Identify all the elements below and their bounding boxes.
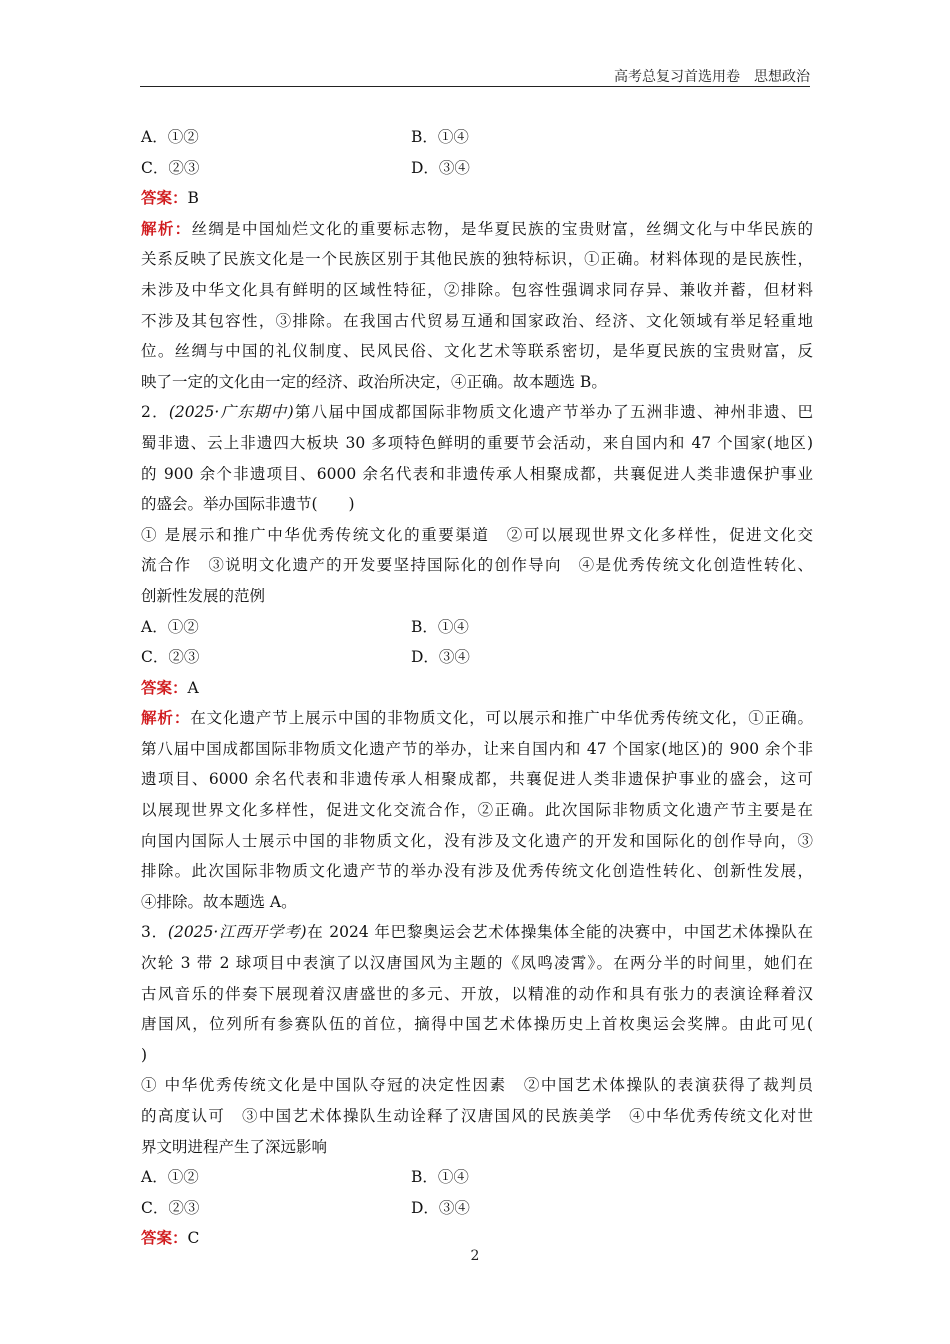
option-c: C．②③: [141, 158, 200, 177]
option-d: D．③④: [411, 648, 470, 667]
option-b: B．①④: [411, 128, 469, 146]
analysis-line: 以展现世界文化多样性，促进文化交流合作，②正确。此次国际非物质文化遗产节主要是在: [141, 801, 813, 820]
option-b: B．①④: [411, 617, 469, 636]
question-stem-line: 的盛会。举办国际非遗节( ): [141, 495, 355, 514]
answer-line: [141, 183, 813, 214]
answer-value: A: [187, 678, 199, 697]
option-b: B．①④: [411, 1168, 469, 1187]
running-header: 高考总复习首选用卷 思想政治: [614, 69, 810, 85]
answer-label: 答案：: [141, 1228, 188, 1248]
option-a: A．①②: [141, 617, 199, 636]
question-stem-line: 的 900 余个非遗项目、6000 余名代表和非遗传承人相聚成都，共襄促进人类非遗保护事业: [141, 464, 813, 483]
option-a: A．①②: [141, 128, 199, 146]
analysis-label: 解析：: [141, 218, 192, 238]
analysis-line: 向国内国际人士展示中国的非物质文化，没有涉及文化遗产的开发和国际化的创作导向，③: [141, 831, 813, 850]
statement-line: ① 是展示和推广中华优秀传统文化的重要渠道 ②可以展现世界文化多样性，促进文化交: [141, 525, 813, 544]
analysis-line: 关系反映了民族文化是一个民族区别于其他民族的独特标识，①正确。材料体现的是民族性，: [141, 250, 813, 269]
option-a: A．①②: [141, 1168, 199, 1187]
options-row-2: [141, 1193, 813, 1224]
page-content: [141, 122, 813, 1254]
question-stem-line: 古风音乐的伴奏下展现着汉唐盛世的多元、开放，以精准的动作和具有张力的表演诠释着汉: [141, 984, 813, 1003]
question-source: (2025·广东期中): [168, 403, 294, 422]
analysis-line: 解析：丝绸是中国灿烂文化的重要标志物，是华夏民族的宝贵财富，丝绸文化与中华民族的: [141, 218, 813, 238]
answer-value: C: [187, 1229, 200, 1248]
statement-line: 流合作 ③说明文化遗产的开发要坚持国际化的创作导向 ④是优秀传统文化创造性转化、: [141, 556, 813, 575]
options-row-2: [141, 153, 813, 184]
answer-label: 答案：: [141, 677, 188, 697]
statement-line: 创新性发展的范例: [141, 586, 266, 605]
options-row-1: [141, 1162, 813, 1193]
statement-line: ① 中华优秀传统文化是中国队夺冠的决定性因素 ②中国艺术体操队的表演获得了裁判员: [141, 1076, 813, 1095]
analysis-line: 未涉及中华文化具有鲜明的区域性特征，②排除。包容性强调求同存异、兼收并蓄，但材料: [141, 280, 813, 299]
option-c: C．②③: [141, 648, 200, 667]
answer-label: 答案：: [141, 188, 188, 208]
question-number: 3．: [141, 923, 168, 942]
statement-line: 的高度认可 ③中国艺术体操队生动诠释了汉唐国风的民族美学 ④中华优秀传统文化对世: [141, 1107, 813, 1125]
analysis-line: 第八届中国成都国际非物质文化遗产节的举办，让来自国内和 47 个国家(地区)的 900 余个非: [141, 739, 813, 758]
answer-line: [141, 673, 813, 704]
analysis-line: 位。丝绸与中国的礼仪制度、民风民俗、文化艺术等联系密切，是华夏民族的宝贵财富，反: [141, 342, 813, 361]
question-3-stem: 3．(2025·江西开学考)在 2024 年巴黎奥运会艺术体操集体全能的决赛中，中国艺术体操队在: [141, 923, 813, 942]
options-row-1: [141, 612, 813, 643]
option-d: D．③④: [411, 1198, 470, 1217]
question-stem-line: 唐国风，位列所有参赛队伍的首位，摘得中国艺术体操历史上首枚奥运会奖牌。由此可见(: [141, 1015, 813, 1034]
analysis-line: 映了一定的文化由一定的经济、政治所决定，④正确。故本题选 B。: [141, 372, 607, 391]
options-row-2: [141, 642, 813, 673]
options-row-1: [141, 122, 813, 153]
analysis-line: 遗项目、6000 余名代表和非遗传承人相聚成都，共襄促进人类非遗保护事业的盛会，这可: [141, 770, 813, 789]
statement-line: 界文明进程产生了深远影响: [141, 1137, 328, 1156]
question-number: 2．: [141, 403, 169, 422]
option-c: C．②③: [141, 1198, 200, 1217]
question-stem-line: 次轮 3 带 2 球项目中表演了以汉唐国风为主题的《凤鸣凌霄》。在两分半的时间里，她们在: [141, 954, 813, 973]
question-source: (2025·江西开学考): [167, 923, 307, 942]
analysis-line: 排除。此次国际非物质文化遗产节的举办没有涉及优秀传统文化创造性转化、创新性发展，: [141, 862, 813, 881]
header-rule: [140, 86, 810, 87]
option-d: D．③④: [411, 158, 470, 177]
analysis-line: ④排除。故本题选 A。: [141, 892, 297, 911]
answer-value: B: [187, 189, 199, 208]
question-stem-line: ): [141, 1045, 148, 1064]
analysis-label: 解析：: [141, 708, 191, 728]
question-stem-line: 蜀非遗、云上非遗四大板块 30 多项特色鲜明的重要节会活动，来自国内和 47 个国家(地区): [141, 433, 813, 452]
page-number: 2: [470, 1248, 480, 1264]
analysis-line: 解析：在文化遗产节上展示中国的非物质文化，可以展示和推广中华优秀传统文化，①正确。: [141, 708, 813, 728]
question-2-stem: 2．(2025·广东期中)第八届中国成都国际非物质文化遗产节举办了五洲非遗、神州非遗、巴: [141, 403, 813, 422]
analysis-line: 不涉及其包容性，③排除。在我国古代贸易互通和国家政治、经济、文化领域有举足轻重地: [141, 311, 813, 330]
